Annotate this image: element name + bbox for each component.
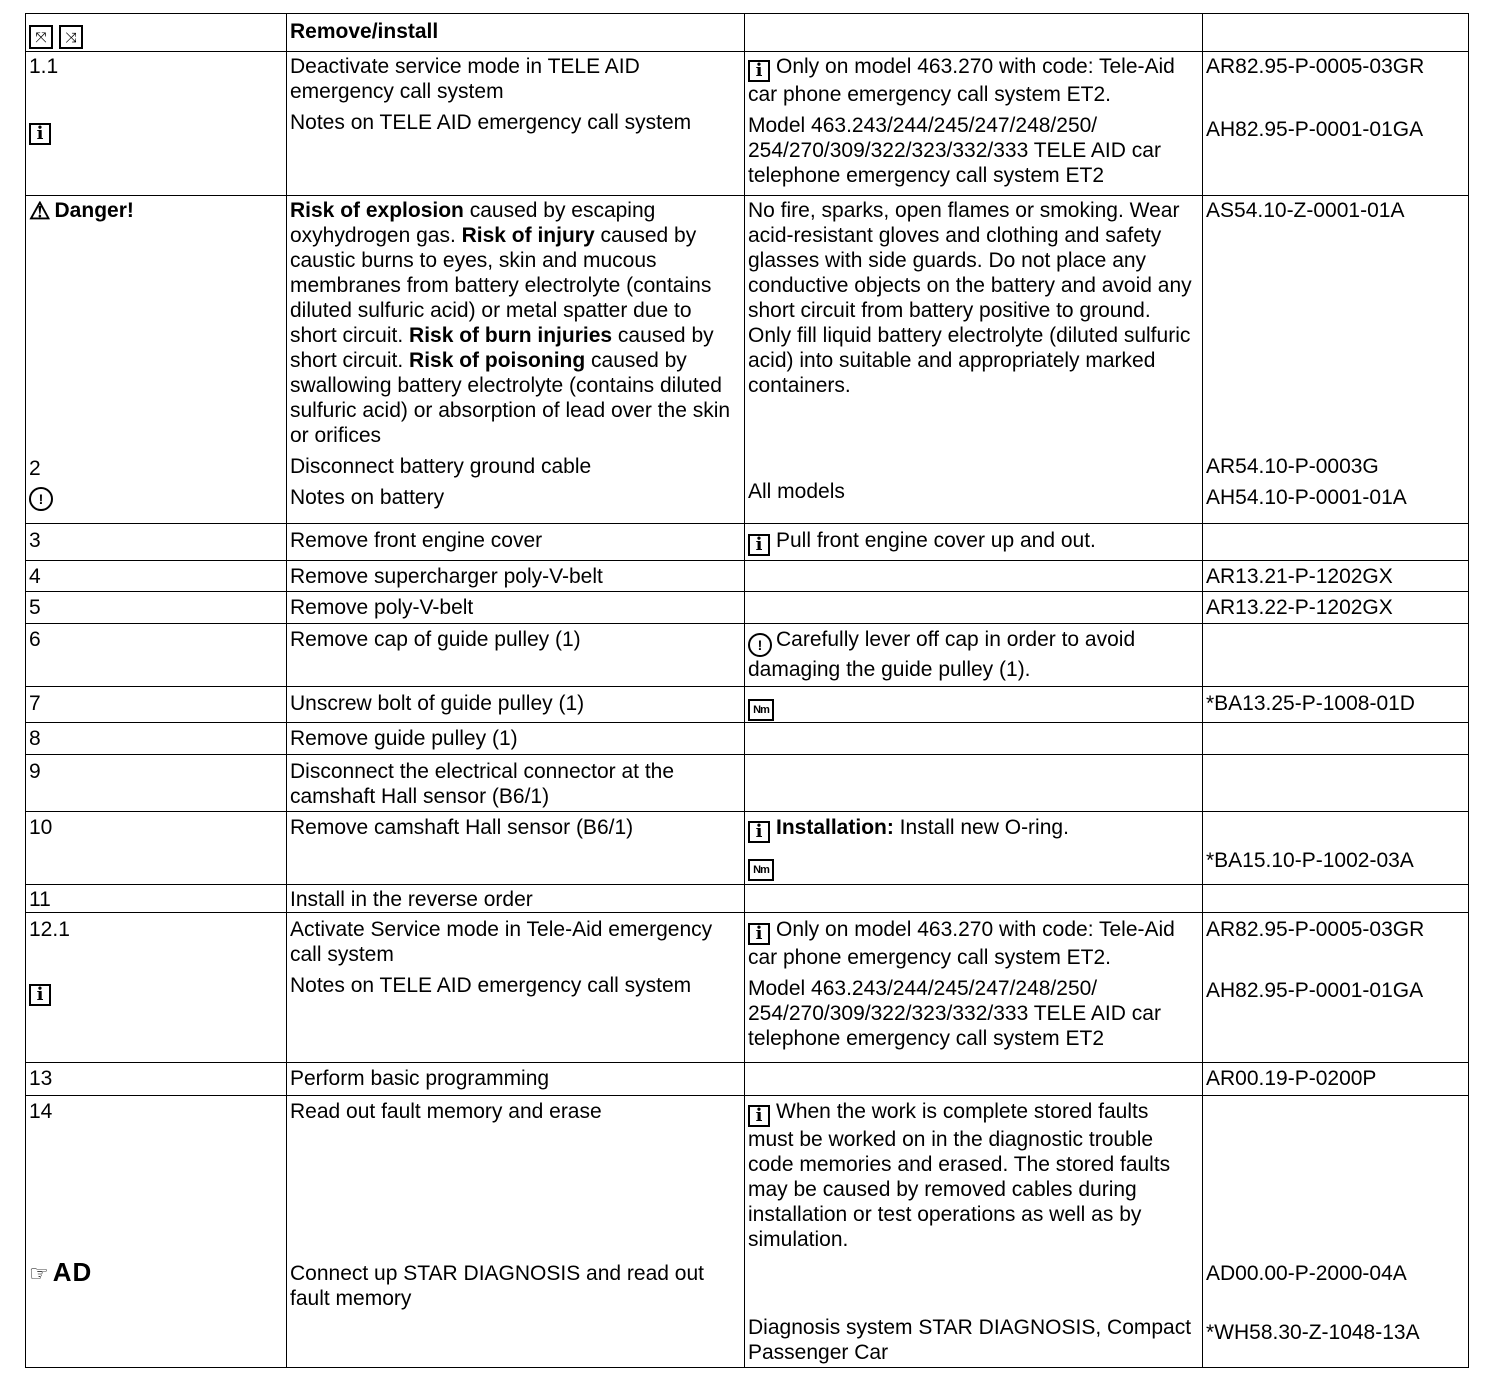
danger-detail: caused by escaping oxyhydrogen gas. (290, 199, 656, 247)
info-icon: i (748, 923, 770, 945)
info-icon: i (748, 534, 770, 556)
step-reference: AR54.10-P-0003G (1206, 455, 1379, 478)
installation-label: Installation: (776, 816, 894, 839)
table-row (26, 723, 1469, 755)
step-action: Read out fault memory and erase (290, 1100, 602, 1123)
step-action: Activate Service mode in Tele-Aid emergency call system (290, 918, 713, 966)
table-row (26, 913, 1469, 1063)
step-action: Disconnect the electrical connector at the camshaft Hall sensor (B6/1) (290, 760, 675, 808)
info-icon: i (748, 60, 770, 82)
step-reference: AR82.95-P-0005-03GR (1206, 55, 1425, 78)
table-header-row (26, 14, 1469, 52)
step-number: 7 (29, 692, 41, 715)
table-row (26, 52, 1469, 196)
step-sub-note: Model 463.243/244/245/247/248/250/ 254/270/309/322/323/332/333 TELE AID car telephone emergency call system ET2 (748, 977, 1161, 1050)
tool-reference: *WH58.30-Z-1048-13A (1206, 1321, 1420, 1344)
step-number: 3 (29, 529, 41, 552)
step-sub-note: Model 463.243/244/245/247/248/250/ 254/270/309/322/323/332/333 TELE AID car telephone emergency call system ET2 (748, 114, 1161, 187)
step-number: 11 (29, 888, 51, 911)
danger-heading: Risk of burn injuries (409, 324, 613, 347)
pointing-hand-icon: ☞ (29, 1261, 49, 1286)
danger-label: Danger! (54, 199, 134, 222)
collapse-arrows-icon: ⤨ (59, 25, 83, 49)
step-reference: AR00.19-P-0200P (1206, 1067, 1377, 1090)
step-number: 9 (29, 760, 41, 783)
info-icon: i (29, 123, 51, 145)
step-note: Only on model 463.270 with code: Tele-Aid car phone emergency call system ET2. (748, 918, 1175, 969)
step-note: Pull front engine cover up and out. (776, 529, 1096, 552)
step-number: 1.1 (29, 55, 59, 78)
step-sub-reference: AH82.95-P-0001-01GA (1206, 118, 1424, 141)
step-reference: AS54.10-Z-0001-01A (1206, 199, 1405, 222)
step-reference: AR13.21-P-1202GX (1206, 565, 1393, 588)
table-row (26, 1096, 1469, 1368)
caution-icon: ! (29, 487, 53, 511)
step-note: Install new O-ring. (893, 816, 1069, 839)
step-action: Deactivate service mode in TELE AID emergency call system (290, 55, 640, 103)
safety-note: No fire, sparks, open flames or smoking. Wear acid-resistant gloves and clothing and safety glasses with side guards. Do not place any conductive objects on the battery and avoid any short circuit from battery positive to ground. Only fill liquid battery electrolyte (diluted sulfuric acid) into suitable and appropriately marked containers. (748, 199, 1192, 397)
step-number: 14 (29, 1100, 53, 1123)
step-action: Remove guide pulley (1) (290, 727, 518, 750)
danger-detail: caused by short circuit. (290, 324, 714, 372)
step-action: Disconnect battery ground cable (290, 455, 592, 478)
ad-label: AD (52, 1257, 93, 1287)
step-action: Remove camshaft Hall sensor (B6/1) (290, 816, 634, 839)
table-row (26, 687, 1469, 723)
tool-note: Diagnosis system STAR DIAGNOSIS, Compact Passenger Car (748, 1316, 1192, 1364)
warning-triangle-icon: ⚠ (29, 198, 51, 225)
danger-heading: Risk of poisoning (409, 349, 586, 372)
step-action: Remove cap of guide pulley (1) (290, 628, 581, 651)
danger-detail: caused by swallowing battery electrolyte (contains diluted sulfuric acid) or absorption of lead over the skin or orifices (290, 349, 731, 447)
step-action: Remove front engine cover (290, 529, 543, 552)
table-row (26, 592, 1469, 624)
step-action: Unscrew bolt of guide pulley (1) (290, 692, 585, 715)
table-row (26, 196, 1469, 524)
step-action: Install in the reverse order (290, 888, 533, 911)
table-row (26, 624, 1469, 687)
table-row (26, 755, 1469, 812)
table-row (26, 812, 1469, 885)
step-number: 12.1 (29, 918, 70, 941)
danger-heading: Risk of explosion (290, 199, 464, 222)
table-row (26, 524, 1469, 561)
step-note: When the work is complete stored faults must be worked on in the diagnostic trouble code memories and erased. The stored faults may be caused by removed cables during installation or test operations as well as by simulation. (748, 1100, 1171, 1251)
step-note: Only on model 463.270 with code: Tele-Aid car phone emergency call system ET2. (748, 55, 1175, 106)
danger-heading: Risk of injury (461, 224, 595, 247)
step-note: All models (748, 480, 845, 503)
table-title: Remove/install (290, 20, 439, 43)
torque-nm-icon: Nm (748, 699, 774, 721)
step-reference: AR13.22-P-1202GX (1206, 596, 1393, 619)
step-reference: AH54.10-P-0001-01A (1206, 486, 1407, 509)
step-sub-action: Notes on TELE AID emergency call system (290, 111, 692, 134)
step-note: Carefully lever off cap in order to avoid damaging the guide pulley (1). (748, 628, 1136, 681)
step-sub-action: Connect up STAR DIAGNOSIS and read out fault memory (290, 1262, 704, 1310)
torque-nm-icon: Nm (748, 859, 774, 881)
step-sub-reference: AH82.95-P-0001-01GA (1206, 979, 1424, 1002)
step-action: Remove supercharger poly-V-belt (290, 565, 603, 588)
step-number: 4 (29, 565, 41, 588)
step-reference: *BA15.10-P-1002-03A (1206, 849, 1414, 872)
step-reference: *BA13.25-P-1008-01D (1206, 692, 1415, 715)
danger-detail: caused by caustic burns to eyes, skin and mucous membranes from battery electrolyte (contains diluted sulfuric acid) or metal spatter due to short circuit. (290, 224, 712, 347)
step-number: 13 (29, 1067, 53, 1090)
step-number: 2 (29, 457, 41, 480)
danger-text (290, 198, 741, 448)
caution-icon: ! (748, 633, 772, 657)
info-icon: i (29, 984, 51, 1006)
step-action: Remove poly-V-belt (290, 596, 474, 619)
table-row (26, 1063, 1469, 1096)
info-icon: i (748, 1105, 770, 1127)
step-reference: AR82.95-P-0005-03GR (1206, 918, 1425, 941)
step-action: Perform basic programming (290, 1067, 550, 1090)
step-sub-reference: AD00.00-P-2000-04A (1206, 1262, 1407, 1285)
step-number: 6 (29, 628, 41, 651)
step-sub-action: Notes on TELE AID emergency call system (290, 974, 692, 997)
step-number: 10 (29, 816, 53, 839)
procedure-table (25, 13, 1469, 1368)
table-row (26, 885, 1469, 913)
step-action: Notes on battery (290, 486, 445, 509)
step-number: 8 (29, 727, 41, 750)
info-icon: i (748, 821, 770, 843)
expand-arrows-icon: ⤧ (29, 25, 53, 49)
table-row (26, 561, 1469, 592)
step-number: 5 (29, 596, 41, 619)
